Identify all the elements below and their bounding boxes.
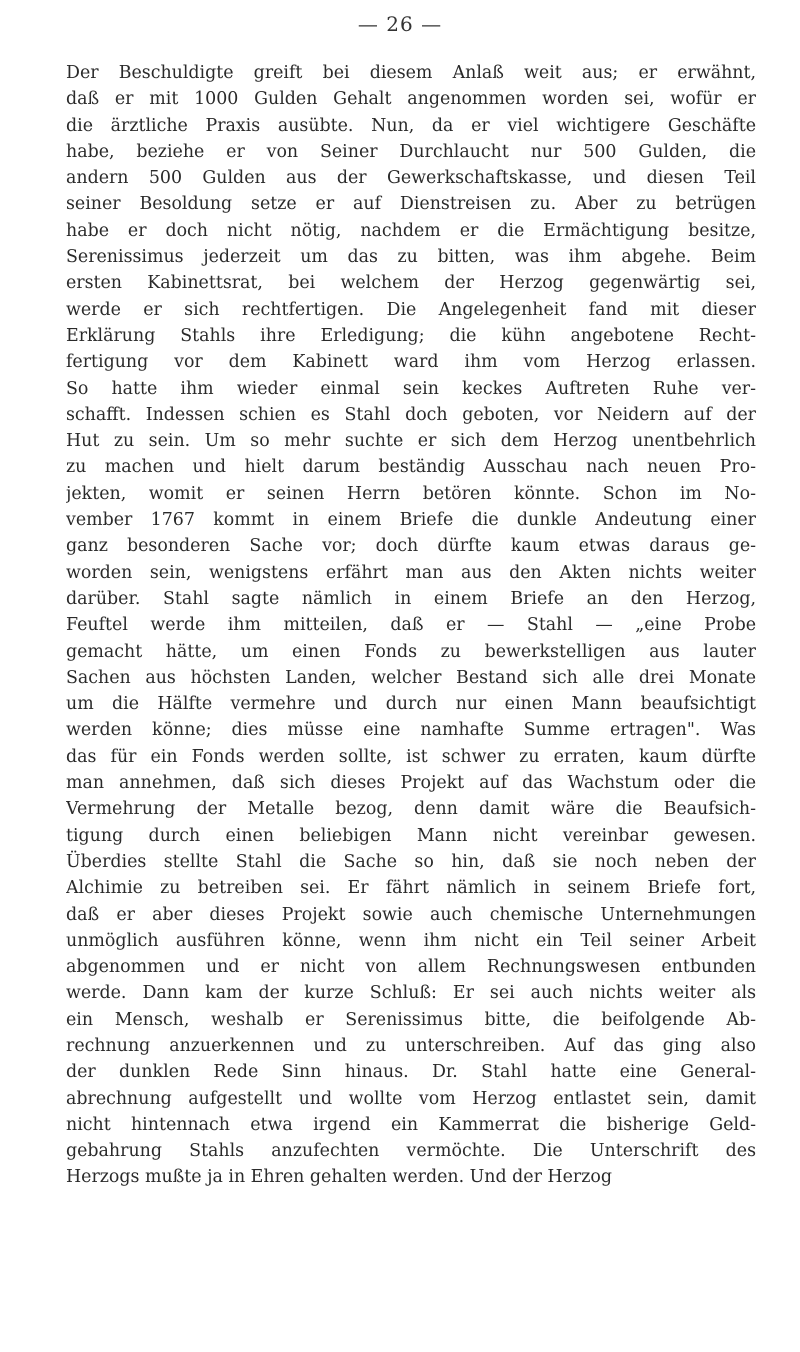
text-line: Alchimie zu betreiben sei. Er fährt nämlich in seinem Briefe fort, <box>66 878 756 899</box>
text-line: Überdies stellte Stahl die Sache so hin, daß sie noch neben der <box>66 851 756 872</box>
text-line: abgenommen und er nicht von allem Rechnungswesen entbunden <box>66 957 756 978</box>
text-line: um die Hälfte vermehre und durch nur einen Mann beaufsichtigt <box>66 694 756 715</box>
text-line: daß er aber dieses Projekt sowie auch chemische Unternehmungen <box>66 904 756 925</box>
text-line: Sachen aus höchsten Landen, welcher Bestand sich alle drei Monate <box>66 667 756 688</box>
text-line: rechnung anzuerkennen und zu unterschreiben. Auf das ging also <box>66 1035 756 1056</box>
page-number: — 26 — <box>357 12 443 36</box>
text-line: ganz besonderen Sache vor; doch dürfte kaum etwas daraus ge- <box>66 536 756 557</box>
text-line: habe er doch nicht nötig, nachdem er die Ermächtigung besitze, <box>66 220 756 241</box>
text-line: worden sein, wenigstens erfährt man aus den Akten nichts weiter <box>66 562 756 583</box>
text-line: vember 1767 kommt in einem Briefe die dunkle Andeutung einer <box>66 510 756 531</box>
text-line: habe, beziehe er von Seiner Durchlaucht nur 500 Gulden, die <box>66 141 756 162</box>
text-line: die ärztliche Praxis ausübte. Nun, da er viel wichtigere Geschäfte <box>66 115 756 136</box>
text-line: der dunklen Rede Sinn hinaus. Dr. Stahl hatte eine General- <box>66 1062 756 1083</box>
text-line: schafft. Indessen schien es Stahl doch geboten, vor Neidern auf der <box>66 404 756 425</box>
body-text <box>66 60 756 1191</box>
text-line: fertigung vor dem Kabinett ward ihm vom Herzog erlassen. <box>66 352 756 373</box>
text-line: werde. Dann kam der kurze Schluß: Er sei auch nichts weiter als <box>66 983 756 1004</box>
text-line: werde er sich rechtfertigen. Die Angelegenheit fand mit dieser <box>66 299 756 320</box>
text-line: man annehmen, daß sich dieses Projekt auf das Wachstum oder die <box>66 773 756 794</box>
text-line: Feuftel werde ihm mitteilen, daß er — Stahl — „eine Probe <box>66 615 756 636</box>
text-line: unmöglich ausführen könne, wenn ihm nicht ein Teil seiner Arbeit <box>66 930 756 951</box>
text-line: darüber. Stahl sagte nämlich in einem Briefe an den Herzog, <box>66 588 756 609</box>
text-line: zu machen und hielt darum beständig Ausschau nach neuen Pro- <box>66 457 756 478</box>
text-line: nicht hintennach etwa irgend ein Kammerrat die bisherige Geld- <box>66 1114 756 1135</box>
text-line: Hut zu sein. Um so mehr suchte er sich dem Herzog unentbehrlich <box>66 431 756 452</box>
text-line: tigung durch einen beliebigen Mann nicht vereinbar gewesen. <box>66 825 756 846</box>
text-line: jekten, womit er seinen Herrn betören könnte. Schon im No- <box>66 483 756 504</box>
text-line: abrechnung aufgestellt und wollte vom Herzog entlastet sein, damit <box>66 1088 756 1109</box>
text-line: Vermehrung der Metalle bezog, denn damit wäre die Beaufsich- <box>66 799 756 820</box>
text-line: Erklärung Stahls ihre Erledigung; die kühn angebotene Recht- <box>66 325 756 346</box>
text-line: gemacht hätte, um einen Fonds zu bewerkstelligen aus lauter <box>66 641 756 662</box>
text-line: werden könne; dies müsse eine namhafte Summe ertragen". Was <box>66 720 756 741</box>
text-line: Der Beschuldigte greift bei diesem Anlaß weit aus; er erwähnt, <box>66 63 756 83</box>
text-line: daß er mit 1000 Gulden Gehalt angenommen worden sei, wofür er <box>66 89 756 110</box>
text-line: ersten Kabinettsrat, bei welchem der Herzog gegenwärtig sei, <box>66 273 756 294</box>
text-line: So hatte ihm wieder einmal sein keckes Auftreten Ruhe ver- <box>66 378 756 399</box>
text-line: ein Mensch, weshalb er Serenissimus bitte, die beifolgende Ab- <box>66 1009 756 1030</box>
text-line: andern 500 Gulden aus der Gewerkschaftskasse, und diesen Teil <box>66 168 756 189</box>
text-line: gebahrung Stahls anzufechten vermöchte. Die Unterschrift des <box>66 1141 756 1162</box>
text-line: das für ein Fonds werden sollte, ist schwer zu erraten, kaum dürfte <box>66 746 756 767</box>
text-line: Herzogs mußte ja in Ehren gehalten werden. Und der Herzog <box>66 1167 612 1188</box>
text-line: Serenissimus jederzeit um das zu bitten, was ihm abgehe. Beim <box>66 247 756 268</box>
text-line: seiner Besoldung setze er auf Dienstreisen zu. Aber zu betrügen <box>66 194 756 215</box>
